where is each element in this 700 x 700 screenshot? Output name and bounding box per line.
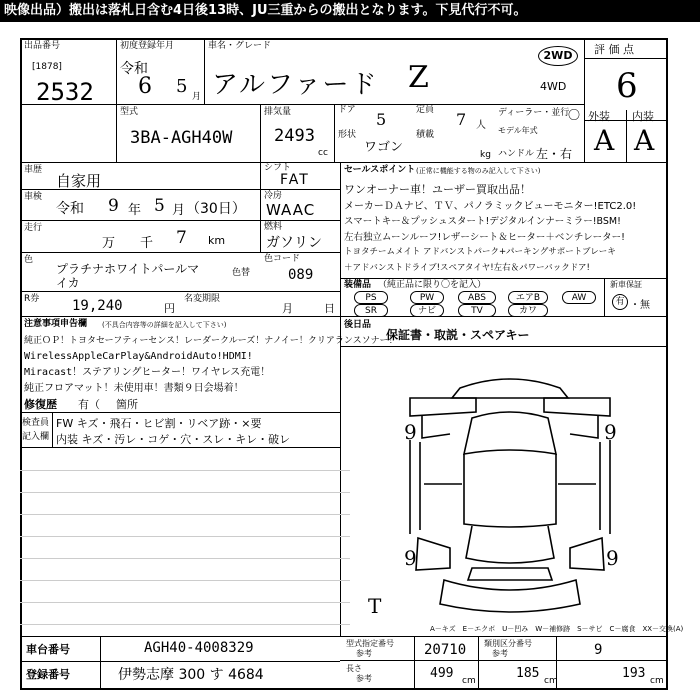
inspection-day: （30日）: [186, 201, 246, 217]
displacement-unit: cc: [318, 148, 328, 158]
car-grade: Z: [408, 60, 429, 95]
fuel-value: ガソリン: [266, 235, 322, 251]
equipment-label: 装備品: [344, 280, 372, 290]
capacity-unit: 人: [476, 120, 486, 131]
inspector-label-1: 検査員: [22, 418, 50, 428]
plate-number: 伊勢志摩 300 す 4684: [118, 667, 264, 683]
diagram-mark-rear-left: 9: [404, 546, 417, 570]
handle-value: 左・右: [536, 147, 573, 161]
registration-month: 5: [176, 76, 188, 97]
inspection-year-unit: 年: [128, 203, 142, 218]
length-label: 長さ: [346, 664, 362, 673]
load-unit: kg: [480, 150, 491, 160]
repair-unit: 箇所: [116, 398, 138, 411]
defect-code-legend: A－キズ E－エクボ U－凹み W－補修跡 S－サビ C－腐食 XX－交換(A): [430, 625, 684, 633]
color-name-line1: プラチナホワイトパールマ: [56, 262, 200, 276]
width-value: 185: [516, 666, 540, 681]
type-designation-value: 20710: [424, 642, 467, 658]
color-change-label: 色替: [232, 268, 251, 278]
sales-line-3: スマートキー＆プッシュスタート!デジタルインナーミラー!BSM!: [344, 216, 621, 227]
sales-line-6: ＋アドバンストドライブ!スペアタイヤ!左右＆パワーバックドア!: [344, 263, 590, 273]
displacement-label: 排気量: [264, 107, 292, 117]
mileage-value: 7: [176, 228, 187, 248]
equip-sr: SR: [354, 304, 388, 317]
name-change-label: 名変期限: [184, 294, 221, 304]
fuel-label: 燃料: [264, 222, 283, 232]
inspection-month: 5: [154, 196, 165, 216]
drive-2wd: 2WD: [538, 46, 578, 66]
usage-value: 自家用: [56, 172, 102, 190]
name-change-day: 日: [324, 302, 335, 315]
equip-leather: カワ: [508, 304, 548, 317]
usage-label: 車歴: [24, 165, 43, 175]
chassis-number: AGH40-4008329: [144, 640, 254, 656]
height-unit: cm: [650, 676, 664, 686]
displacement-value: 2493: [274, 126, 315, 146]
width-unit: cm: [544, 676, 558, 686]
interior-label: 内装: [632, 110, 654, 123]
diagram-mark-front-left: 9: [404, 420, 417, 444]
equip-navi: ナビ: [410, 304, 444, 317]
shift-value: FAT: [280, 172, 310, 188]
type-designation-ref: 参考: [356, 649, 372, 658]
color-label: 色: [24, 255, 34, 265]
sales-line-5: トヨタチームメイト アドバンストパーク+パーキングサポートブレーキ: [344, 247, 616, 257]
interior-score: A: [634, 124, 655, 157]
repair-label: 修復歴: [24, 398, 57, 411]
length-ref: 参考: [356, 674, 372, 683]
aircon-label: 冷房: [264, 191, 283, 201]
load-label: 積載: [416, 130, 435, 140]
mileage-label: 走行: [24, 223, 43, 233]
shift-label: シフト: [264, 163, 292, 173]
tax-unit: 円: [164, 302, 175, 315]
color-code: 089: [288, 267, 314, 283]
notes-line-2: WirelessAppleCarPlay&AndroidAuto!HDMI!: [24, 351, 253, 362]
name-change-month: 月: [282, 302, 293, 315]
capacity-value: 7: [456, 110, 467, 129]
inspection-month-unit: 月: [172, 203, 186, 218]
equip-tv: TV: [458, 304, 496, 317]
vehicle-diagram: [380, 368, 640, 628]
lot-number: 2532: [36, 78, 94, 106]
diagram-mark-front-right: 9: [604, 420, 617, 444]
inspection-era: 令和: [56, 201, 84, 217]
doors-label: ドア: [338, 105, 356, 115]
handle-label: ハンドル: [498, 149, 535, 159]
equip-abs: ABS: [458, 291, 496, 304]
exterior-score: A: [594, 124, 615, 157]
registration-month-unit: 月: [192, 92, 202, 102]
exterior-label: 外装: [588, 110, 610, 123]
notes-line-1: 純正ＯＰ！トヨタセーフティーセンス！レーダークルーズ！ナノイー！クリアランスソナー！: [24, 336, 398, 346]
notes-line-4: 純正フロアマット！未使用車！書類９日会場着！: [24, 383, 244, 394]
tax-label: R券: [24, 294, 40, 304]
inspector-label-2: 記入欄: [22, 432, 50, 442]
model-year-label: モデル年式: [498, 126, 538, 135]
equip-airbag: エアB: [508, 291, 548, 304]
dealer-label: ディーラー・並行: [498, 108, 570, 118]
registration-year: 6: [138, 74, 152, 99]
car-name: アルファード: [212, 70, 379, 100]
exterior-defect-legend: FW キズ・飛石・ヒビ割・リベア跡・×要: [56, 417, 262, 430]
sales-label: セールスポイント: [344, 165, 416, 175]
aircon-value: WAAC: [266, 201, 316, 219]
warranty-yes: 有: [612, 294, 628, 310]
drive-4wd: 4WD: [540, 80, 567, 93]
inspection-label: 車検: [24, 192, 43, 202]
category-ref: 参考: [492, 649, 508, 658]
score-value: 6: [616, 66, 638, 106]
notes-sub: (不具合内容等の詳細を記入して下さい): [102, 321, 227, 329]
accessories-label: 後日品: [344, 320, 372, 330]
model-label: 型式: [120, 107, 139, 117]
capacity-label: 定員: [416, 105, 435, 115]
equip-pw: PW: [410, 291, 444, 304]
diagram-mark-rear-right: 9: [606, 546, 619, 570]
equipment-sub: （純正品に限り〇を記入）: [378, 280, 487, 290]
repair-value: 有（: [78, 398, 100, 411]
warranty-no: ・無: [630, 300, 650, 311]
sales-line-2: メーカーＤＡナビ、ＴＶ、パノラミックビューモニター!ETC2.0!: [344, 201, 637, 212]
color-code-label: 色コード: [264, 254, 301, 264]
mileage-man: 万: [102, 236, 116, 251]
lot-number-label: 出品番号: [24, 41, 61, 51]
type-designation-label: 型式指定番号: [346, 639, 394, 648]
sales-sub: (正常に機能する物のみ記入して下さい): [416, 167, 541, 175]
mileage-unit: km: [208, 234, 226, 247]
score-label: 評 価 点: [594, 43, 634, 56]
length-value: 499: [430, 666, 454, 681]
registration-era: 令和: [120, 61, 148, 77]
height-value: 193: [622, 666, 646, 681]
category-label: 類別区分番号: [484, 639, 532, 648]
accessories-value: 保証書・取説・スペアキー: [386, 328, 530, 342]
notes-line-3: Miracast！ステアリングヒーター！ワイヤレス充電！: [24, 367, 271, 378]
length-unit: cm: [462, 676, 476, 686]
mileage-sen: 千: [140, 236, 154, 251]
notes-label: 注意事項申告欄: [24, 319, 88, 329]
plate-label: 登録番号: [26, 668, 70, 681]
car-name-label: 車名・グレード: [208, 41, 272, 51]
tax-value: 19,240: [72, 298, 123, 314]
color-name-line2: イカ: [56, 276, 80, 290]
doors-value: 5: [376, 110, 387, 129]
category-value: 9: [594, 642, 603, 658]
interior-defect-legend: 内装 キズ・汚レ・コゲ・穴・スレ・キレ・破レ: [56, 433, 291, 446]
lot-sub-number: [1878]: [32, 62, 62, 72]
dealer-value: 〇: [568, 108, 581, 122]
registration-label: 初度登録年月: [120, 41, 175, 51]
new-car-warranty-label: 新車保証: [610, 280, 642, 289]
equip-aw: AW: [562, 291, 596, 304]
inspection-year: 9: [108, 196, 119, 216]
model-code: 3BA-AGH40W: [130, 128, 233, 148]
body-label: 形状: [338, 130, 357, 140]
sales-line-1: ワンオーナー車！ユーザー買取出品！: [344, 183, 531, 196]
auction-banner: 映像出品）搬出は落札日含む4日後13時、JU三重からの搬出となります。下見代行不可。: [0, 0, 700, 22]
body-value: ワゴン: [364, 140, 404, 155]
sales-line-4: 左右独立ムーンルーフ!レザーシート＆ヒーター＋ベンチレーター!: [344, 232, 625, 243]
chassis-label: 車台番号: [26, 643, 70, 656]
diagram-note: T: [368, 594, 382, 618]
equip-ps: PS: [354, 291, 388, 304]
